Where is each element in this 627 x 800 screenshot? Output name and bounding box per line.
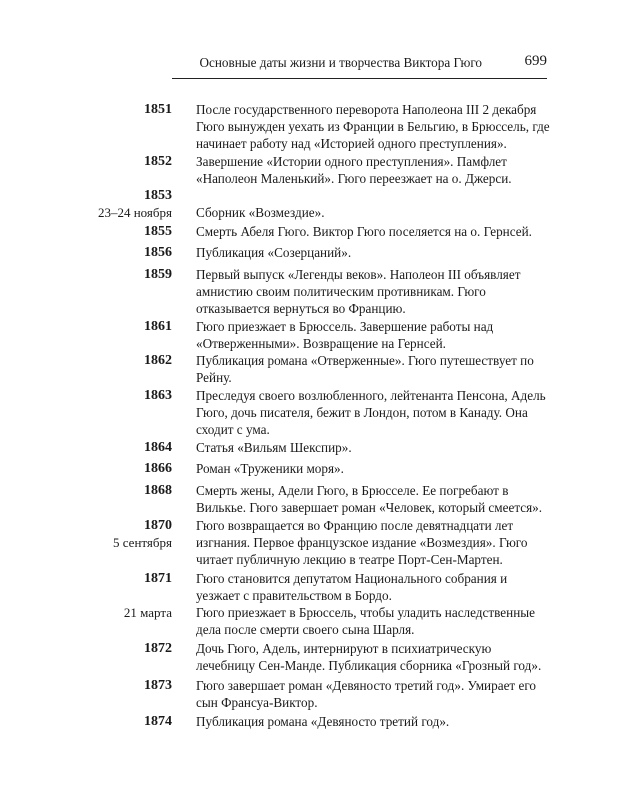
entry-year: 1872 (144, 641, 172, 656)
entry-date: 5 сентября (113, 535, 172, 550)
entry-year: 1863 (144, 388, 172, 403)
entry-description: Статья «Вильям Шекспир». (196, 440, 352, 455)
entry-description: Гюго приезжает в Брюссель, чтобы уладить наследственные дела после смерти своего сына Шарля. (196, 605, 535, 637)
entry-year: 1852 (144, 154, 172, 169)
entry-description: Завершение «Истории одного преступления». Памфлет «Наполеон Маленький». Гюго переезжает на о. Джерси. (196, 154, 512, 186)
entry-year: 1866 (144, 461, 172, 476)
entry-year: 1861 (144, 319, 172, 334)
entry-description: Смерть жены, Адели Гюго, в Брюсселе. Ее погребают в Вилькье. Гюго завершает роман «Человек, который смеется». (196, 483, 543, 515)
entry-description: Гюго приезжает в Брюссель. Завершение работы над «Отверженными». Возвращение на Гернсей. (196, 319, 494, 351)
entry-date: 21 марта (123, 605, 172, 620)
entry-description: Дочь Гюго, Адель, интернируют в психиатрическую лечебницу Сен-Манде. Публикация сборника «Грозный год». (196, 641, 542, 673)
entry-description: Публикация «Созерцаний». (196, 245, 352, 260)
entry-year: 1853 (144, 188, 172, 203)
entry-year: 1862 (144, 353, 172, 368)
entry-year: 1871 (144, 571, 172, 586)
entry-year: 1855 (144, 224, 172, 239)
entry-year: 1856 (144, 245, 172, 260)
entry-date: 23–24 ноября (97, 205, 172, 220)
entry-description: Гюго становится депутатом Национального собрания и уезжает с правительством в Бордо. (196, 571, 508, 603)
entry-description: Преследуя своего возлюбленного, лейтенанта Пенсона, Адель Гюго, дочь писателя, бежит в Лондон, потом в Канаду. Она сходит с ума. (196, 388, 546, 437)
entry-year: 1874 (144, 714, 172, 729)
entry-year: 1851 (144, 102, 172, 117)
entry-description: После государственного переворота Наполеона III 2 декабря Гюго вынужден уехать из Франции в Бельгию, в Брюссель, где начинает работу над «Историей одного преступления». (196, 102, 550, 151)
entry-description: Публикация романа «Отверженные». Гюго путешествует по Рейну. (196, 353, 534, 385)
entry-description: Роман «Труженики моря». (196, 461, 344, 476)
entry-description: Сборник «Возмездие». (196, 205, 325, 220)
page-number: 699 (524, 53, 547, 69)
entry-year: 1873 (144, 678, 172, 693)
header-title: Основные даты жизни и творчества Виктора Гюго (199, 55, 482, 70)
entry-description: Публикация романа «Девяносто третий год». (196, 714, 450, 729)
entry-description: Гюго возвращается во Францию после девятнадцати лет изгнания. Первое французское издание «Возмездия». Гюго читает публичную лекцию в театре Порт-Сен-Мартен. (196, 518, 528, 567)
entry-description: Смерть Абеля Гюго. Виктор Гюго поселяется на о. Гернсей. (196, 224, 532, 239)
entry-year: 1868 (144, 483, 172, 498)
entry-description: Первый выпуск «Легенды веков». Наполеон III объявляет амнистию своим политическим противникам. Гюго отказывается вернуться во Францию. (196, 267, 521, 316)
entry-year: 1859 (144, 267, 172, 282)
entry-year: 1864 (144, 440, 172, 455)
entry-year: 1870 (144, 518, 172, 533)
entry-description: Гюго завершает роман «Девяносто третий год». Умирает его сын Франсуа-Виктор. (196, 678, 537, 710)
